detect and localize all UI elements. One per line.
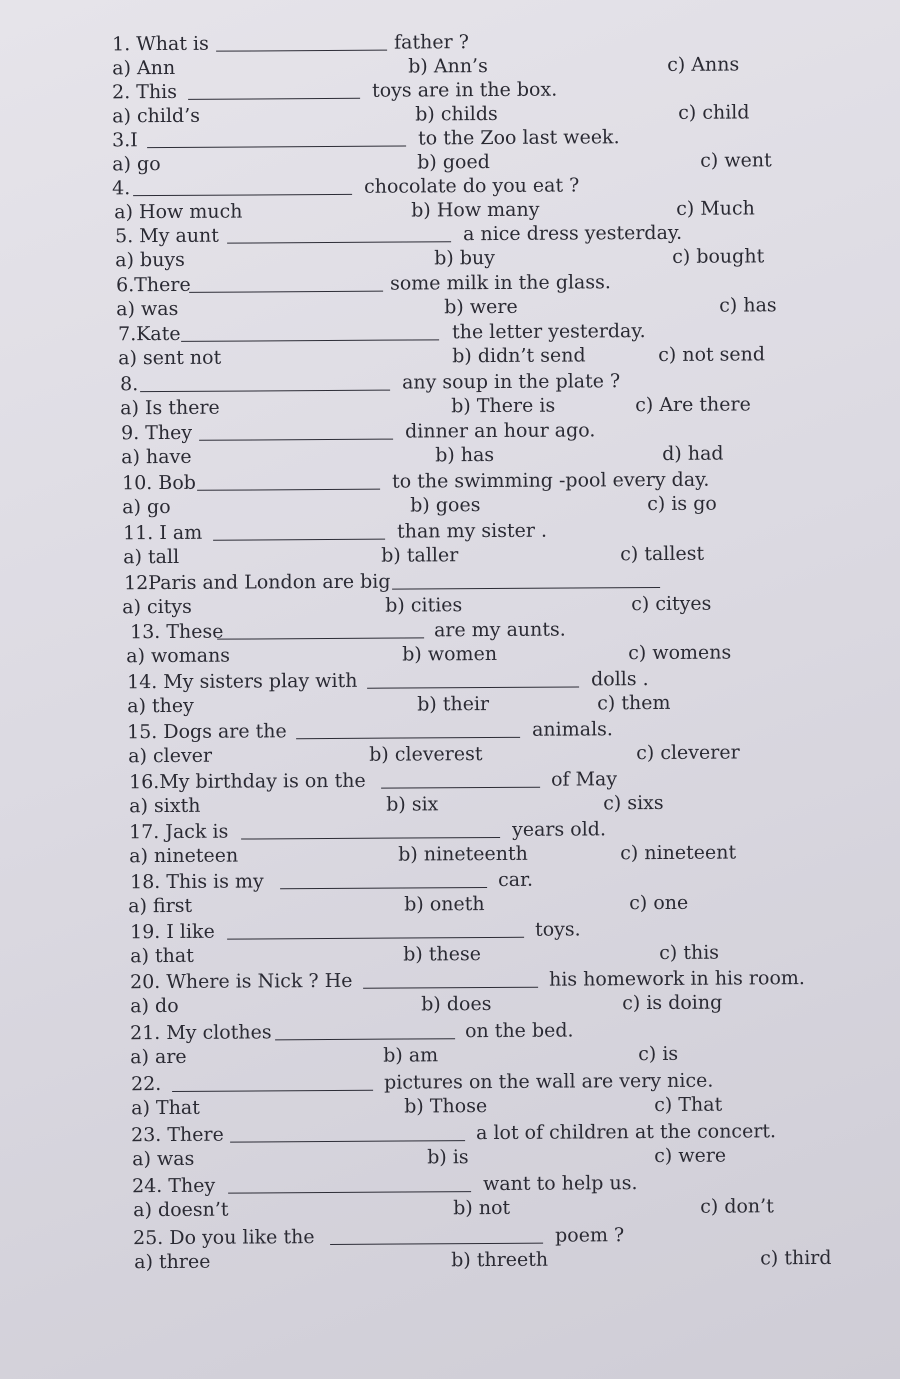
option-b[interactable]: b) women: [402, 642, 498, 666]
option-c[interactable]: c) don’t: [700, 1195, 774, 1218]
question-stem: 23. There: [130, 1123, 224, 1147]
option-b[interactable]: b) childs: [415, 102, 498, 126]
question-stem: 11. I am: [122, 521, 203, 545]
question-2: [0, 77, 900, 131]
option-a[interactable]: a) three: [134, 1250, 211, 1274]
question-stem: 6.There: [115, 273, 191, 297]
option-c[interactable]: c) That: [654, 1093, 723, 1117]
option-c[interactable]: c) nineteent: [620, 841, 737, 865]
option-a[interactable]: a) buys: [115, 248, 185, 272]
question-stem: 3.I: [111, 129, 138, 152]
question-tail: chocolate do you eat ?: [363, 174, 580, 198]
answer-blank[interactable]: [133, 194, 352, 196]
option-c[interactable]: c) is doing: [622, 991, 723, 1015]
question-3: [0, 125, 900, 179]
answer-blank[interactable]: [188, 98, 360, 100]
question-stem: 25. Do you like the: [132, 1226, 315, 1250]
question-tail: father ?: [393, 31, 469, 54]
option-b[interactable]: b) six: [386, 793, 439, 816]
question-stem: 5. My aunt: [114, 224, 219, 248]
question-tail: pictures on the wall are very nice.: [383, 1069, 714, 1094]
question-stem: 19. I like: [129, 920, 215, 944]
question-1: [0, 29, 900, 83]
question-24: [0, 1171, 900, 1225]
option-b[interactable]: b) How many: [411, 198, 540, 222]
question-tail: car.: [497, 868, 534, 891]
option-a[interactable]: a) are: [130, 1045, 187, 1069]
question-tail: any soup in the plate ?: [401, 370, 621, 394]
option-c[interactable]: c) womens: [628, 641, 732, 665]
option-b[interactable]: b) Ann’s: [408, 55, 488, 78]
option-c[interactable]: c) has: [719, 294, 777, 317]
question-stem: 10. Bob: [121, 471, 196, 495]
answer-blank[interactable]: [230, 1140, 465, 1142]
question-tail: years old.: [511, 818, 607, 841]
question-4: [0, 173, 900, 227]
option-b[interactable]: b) does: [421, 992, 492, 1016]
option-a[interactable]: a) That: [131, 1096, 200, 1120]
option-a[interactable]: a) they: [127, 694, 194, 718]
question-16: [0, 767, 900, 821]
question-15: [0, 717, 900, 771]
question-stem: 21. My clothes: [129, 1021, 272, 1045]
option-b[interactable]: b) has: [435, 443, 495, 467]
question-stem: 8.: [119, 373, 139, 396]
question-tail: a lot of children at the concert.: [475, 1120, 777, 1145]
option-c[interactable]: c) Anns: [667, 53, 740, 76]
option-b[interactable]: b) were: [444, 295, 518, 319]
answer-blank[interactable]: [147, 146, 406, 149]
answer-blank[interactable]: [296, 737, 520, 739]
question-21: [0, 1018, 900, 1072]
option-a[interactable]: a) sixth: [129, 794, 201, 818]
question-tail: dinner an hour ago.: [404, 419, 596, 443]
question-19: [0, 917, 900, 971]
option-a[interactable]: a) do: [130, 994, 179, 1018]
question-stem: 15. Dogs are the: [126, 720, 287, 744]
answer-blank[interactable]: [280, 887, 487, 889]
option-b[interactable]: b) goed: [417, 151, 490, 174]
question-tail: the letter yesterday.: [451, 320, 646, 344]
answer-blank[interactable]: [216, 50, 387, 52]
question-tail: dolls .: [590, 668, 649, 691]
option-a[interactable]: a) was: [132, 1147, 195, 1171]
question-tail: some milk in the glass.: [389, 271, 611, 295]
option-b[interactable]: b) taller: [381, 544, 459, 567]
option-b[interactable]: b) am: [383, 1044, 439, 1067]
option-b[interactable]: b) is: [427, 1146, 469, 1169]
option-c[interactable]: c) were: [654, 1144, 727, 1168]
option-a[interactable]: a) Is there: [120, 396, 220, 420]
option-c[interactable]: c) cleverer: [636, 741, 740, 765]
answer-blank[interactable]: [241, 837, 500, 840]
question-stem: 9. They: [120, 421, 193, 445]
question-23: [0, 1120, 900, 1174]
option-b[interactable]: b) didn’t send: [452, 344, 586, 368]
option-c[interactable]: c) is go: [647, 492, 717, 516]
question-8: [0, 369, 900, 423]
question-stem: 14. My sisters play with: [126, 669, 358, 694]
option-a[interactable]: a) Ann: [112, 56, 176, 80]
option-b[interactable]: b) buy: [434, 246, 496, 270]
option-a[interactable]: a) that: [130, 944, 194, 968]
question-11: [0, 518, 900, 572]
option-b[interactable]: b) these: [403, 943, 482, 966]
option-b[interactable]: b) not: [453, 1196, 511, 1220]
question-stem: 4.: [111, 177, 131, 200]
option-c[interactable]: c) child: [678, 101, 750, 124]
question-stem: 1. What is: [111, 32, 209, 56]
option-b[interactable]: b) Those: [404, 1095, 488, 1118]
option-a[interactable]: a) was: [116, 297, 179, 321]
option-b[interactable]: b) oneth: [404, 893, 485, 916]
answer-blank[interactable]: [330, 1243, 543, 1245]
question-tail: poem ?: [554, 1224, 625, 1247]
question-9: [0, 418, 900, 472]
answer-blank[interactable]: [228, 1191, 471, 1193]
question-tail: of May: [550, 768, 618, 791]
option-c[interactable]: c) sixs: [603, 791, 664, 815]
answer-blank[interactable]: [199, 439, 393, 441]
question-tail: a nice dress yesterday.: [462, 221, 683, 246]
answer-blank[interactable]: [213, 539, 385, 541]
option-b[interactable]: b) goes: [410, 494, 481, 517]
option-b[interactable]: b) threeth: [451, 1248, 549, 1272]
answer-blank[interactable]: [197, 489, 380, 491]
question-tail: to the swimming -pool every day.: [391, 468, 710, 493]
question-tail: his homework in his room.: [548, 967, 805, 991]
option-c[interactable]: c) this: [659, 941, 720, 964]
answer-blank[interactable]: [381, 787, 540, 789]
option-c[interactable]: c) cityes: [631, 592, 712, 616]
option-c[interactable]: c) tallest: [620, 542, 705, 566]
option-b[interactable]: b) cities: [385, 594, 463, 617]
question-tail: to the Zoo last week.: [417, 126, 620, 150]
question-22: [0, 1069, 900, 1123]
question-13: [0, 617, 900, 671]
option-c[interactable]: c) third: [760, 1246, 832, 1270]
option-c[interactable]: c) is: [638, 1042, 679, 1066]
answer-blank[interactable]: [227, 937, 524, 940]
question-stem: 17. Jack is: [128, 820, 229, 844]
question-7: [0, 319, 900, 373]
option-a[interactable]: a) child’s: [112, 104, 201, 128]
question-tail: on the bed.: [464, 1019, 574, 1043]
question-5: [0, 221, 900, 275]
option-c[interactable]: c) Much: [676, 197, 755, 220]
question-stem: 12Paris and London are big: [123, 570, 391, 595]
answer-blank[interactable]: [140, 390, 390, 393]
option-b[interactable]: b) cleverest: [369, 743, 483, 766]
option-a[interactable]: a) have: [121, 445, 192, 469]
answer-blank[interactable]: [189, 291, 383, 293]
option-a[interactable]: a) tall: [123, 545, 180, 569]
answer-blank[interactable]: [367, 686, 579, 688]
answer-blank[interactable]: [181, 339, 439, 342]
answer-blank[interactable]: [227, 241, 451, 243]
answer-blank[interactable]: [363, 987, 538, 989]
answer-blank[interactable]: [392, 587, 660, 590]
question-stem: 22.: [130, 1073, 162, 1096]
question-tail: toys are in the box.: [371, 78, 558, 102]
answer-blank[interactable]: [275, 1038, 455, 1040]
question-stem: 7.Kate: [117, 322, 181, 346]
question-stem: 13. These: [129, 620, 224, 644]
question-6: [0, 270, 900, 324]
option-a[interactable]: a) nineteen: [129, 844, 239, 868]
option-a[interactable]: a) go: [122, 495, 171, 519]
option-a[interactable]: a) first: [128, 894, 193, 918]
option-c[interactable]: c) not send: [658, 343, 766, 366]
question-tail: want to help us.: [482, 1172, 638, 1196]
question-17: [0, 817, 900, 871]
answer-blank[interactable]: [217, 637, 424, 639]
option-c[interactable]: c) went: [700, 149, 772, 172]
question-12: [0, 568, 900, 622]
option-a[interactable]: a) How much: [114, 200, 243, 224]
option-c[interactable]: c) bought: [672, 245, 765, 268]
option-b[interactable]: b) their: [417, 693, 490, 716]
question-stem: 18. This is my: [129, 870, 264, 894]
question-tail: are my aunts.: [433, 618, 566, 642]
option-c[interactable]: d) had: [662, 442, 724, 465]
option-a[interactable]: a) citys: [122, 595, 192, 619]
question-stem: 2. This: [111, 80, 178, 104]
option-a[interactable]: a) go: [112, 153, 161, 176]
question-18: [0, 867, 900, 921]
question-tail: than my sister .: [396, 519, 548, 543]
option-b[interactable]: b) There is: [451, 394, 556, 418]
question-20: [0, 967, 900, 1021]
answer-blank[interactable]: [172, 1090, 373, 1092]
option-b[interactable]: b) nineteenth: [398, 842, 528, 866]
question-10: [0, 468, 900, 522]
question-25: [0, 1223, 900, 1277]
option-c[interactable]: c) one: [629, 891, 689, 915]
option-a[interactable]: a) doesn’t: [133, 1198, 229, 1222]
question-stem: 16.My birthday is on the: [128, 769, 366, 794]
question-tail: animals.: [531, 718, 613, 741]
option-c[interactable]: c) them: [597, 691, 671, 715]
option-a[interactable]: a) womans: [126, 644, 231, 668]
option-a[interactable]: a) clever: [128, 744, 213, 768]
question-stem: 24. They: [131, 1174, 216, 1198]
question-tail: toys.: [534, 918, 581, 941]
question-stem: 20. Where is Nick ? He: [129, 969, 353, 994]
option-c[interactable]: c) Are there: [635, 393, 751, 417]
question-14: [0, 667, 900, 721]
option-a[interactable]: a) sent not: [118, 346, 222, 370]
